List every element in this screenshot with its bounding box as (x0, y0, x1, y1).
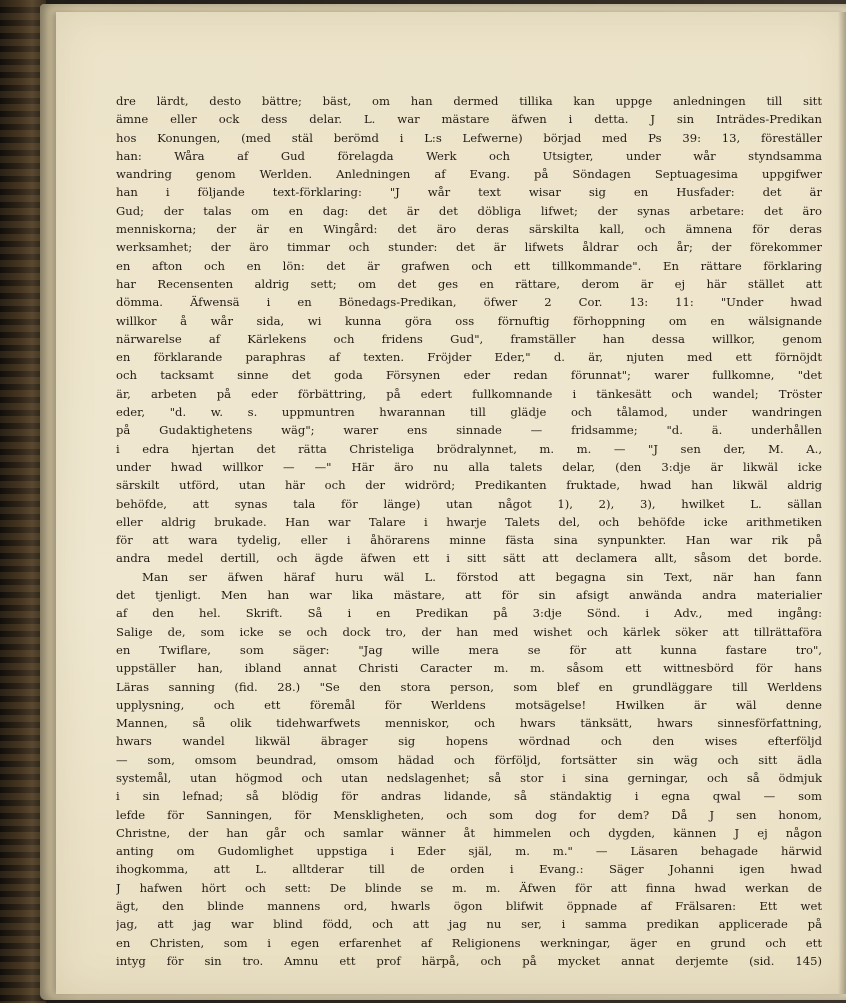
text-line: wandring genom Werlden. Anledningen af Evang. på Söndagen Septuagesima uppgifwer (116, 167, 822, 182)
text-line: dre lärdt, desto bättre; bäst, om han dermed tillika kan uppge anledningen till sitt (116, 94, 822, 108)
text-line: särskilt utförd, utan här och der widrörd; Predikanten fruktade, hwad han likwäl aldrig (116, 478, 822, 493)
text-line: upplysning, och ett föremål för Werldens motsägelse! Hwilken är wäl denne (116, 697, 822, 712)
text-line: i edra hjertan det rätta Christeliga brödralynnet, m. m. — "J sen der, M. A., (116, 441, 822, 456)
text-line: eder, "d. w. s. uppmuntren hwarannan till glädje och tålamod, under wandringen (116, 405, 822, 420)
text-line: ägt, den blinde mannens ord, hwarls ögon blifwit öppnade af Frälsaren: Ett wet (116, 899, 822, 914)
text-line: behöfde, att synas tala för länge) utan något 1), 2), 3), hwilket L. sällan (116, 496, 822, 511)
text-line: hwars wandel likwäl äbrager sig hopens wördnad och den wises efterföljd (116, 734, 822, 749)
text-line: J hafwen hört och sett: De blinde se m. m. Äfwen för att finna hwad werkan de (116, 880, 822, 895)
text-line: Christne, der han går och samlar wänner åt himmelen och dygden, kännen J ej någon (116, 825, 822, 840)
text-line: werksamhet; der äro timmar och stunder: det är lifwets åldrar och år; der förekommer (116, 240, 822, 255)
text-line: och tacksamt sinne det goda Försynen eder redan förunnat"; warer fullkomne, "det (116, 368, 822, 383)
text-line: han: Wåra af Gud förelagda Werk och Utsigter, under wår styndsamma (116, 148, 822, 163)
text-line: i sin lefnad; så blödig för andras lidande, så ständaktig i egna qwal — som (116, 789, 822, 804)
text-line: intyg för sin tro. Amnu ett prof härpå, och på mycket annat derjemte (sid. 145) (116, 953, 822, 968)
text-line: Läras sanning (fid. 28.) "Se den stora person, som blef en grundläggare till Werldens (116, 679, 822, 694)
text-line: det tjenligt. Men han war lika mästare, att för sin afsigt anwända andra materialier (116, 588, 822, 603)
text-line: Gud; der talas om en dag: det är det döbliga lifwet; der synas arbetare: det äro (116, 203, 822, 218)
text-line: uppställer han, ibland annat Christi Caracter m. m. såsom ett wittnesbörd för hans (116, 661, 822, 676)
text-line: systemål, utan högmod och utan nedslagenhet; så stor i sina gerningar, och så ödmjuk (116, 770, 822, 785)
page-body-text (116, 92, 822, 970)
text-line: — som, omsom beundrad, omsom hädad och förföljd, fortsätter sin wäg och sitt ädla (116, 752, 822, 767)
text-line: närwarelse af Kärlekens och fridens Gud", framställer han dessa willkor, genom (116, 331, 822, 346)
text-line: en förklarande paraphras af texten. Fröjder Eder," d. är, njuten med ett förnöjdt (116, 350, 822, 365)
text-line: är, arbeten på eder förbättring, på edert fullkomnande i tänkesätt och wandel; Tröster (116, 386, 822, 401)
text-line: lefde för Sanningen, för Menskligheten, och som dog for dem? Då J sen honom, (116, 807, 822, 822)
text-line: anting om Gudomlighet uppstiga i Eder själ, m. m." — Läsaren behagade härwid (116, 844, 822, 859)
text-line: ihogkomma, att L. alltderar till de orden i Evang.: Säger Johanni igen hwad (116, 862, 822, 877)
text-line: en Twiflare, som säger: "Jag wille mera se för att kunna fastare tro", (116, 642, 822, 657)
text-line: för att wara tydelig, eller i åhörarens minne fästa sina synpunkter. Han war rik på (116, 533, 822, 548)
text-line: jag, att jag war blind född, och att jag nu ser, i samma predikan applicerade på (116, 917, 822, 932)
text-line: andra medel dertill, och ägde äfwen ett i sitt sätt att declamera allt, såsom det borde. (116, 551, 822, 566)
book-page (56, 12, 846, 994)
text-line: af den hel. Skrift. Så i en Predikan på 3:dje Sönd. i Adv., med ingång: (116, 606, 822, 621)
text-line: ämne eller ock dess delar. L. war mästare äfwen i detta. J sin Inträdes-Predikan (116, 112, 822, 127)
text-line: har Recensenten aldrig sett; om det ges en rättare, derom är ej här stället att (116, 276, 822, 291)
text-line: han i följande text-förklaring: "J wår text wisar sig en Husfader: det är (116, 185, 822, 200)
text-line: Salige de, som icke se och dock tro, der han med wishet och kärlek söker att tillrättaföra (116, 624, 822, 639)
text-line: Mannen, så olik tidehwarfwets menniskor, och hwars tänksätt, hwars sinnesförfattning, (116, 716, 822, 731)
text-line: willkor å wår sida, wi kunna göra oss förnuftig förhoppning om en wälsignande (116, 313, 822, 328)
text-line: eller aldrig brukade. Han war Talare i hwarje Talets del, och behöfde icke arithmetiken (116, 514, 822, 529)
text-line: en Christen, som i egen erfarenhet af Religionens werkningar, äger en grund och ett (116, 935, 822, 950)
text-line: dömma. Äfwensä i en Bönedags-Predikan, öfwer 2 Cor. 13: 11: "Under hwad (116, 295, 822, 310)
text-line: en afton och en lön: det är grafwen och ett tillkommande". En rättare förklaring (116, 258, 822, 273)
paragraph-start-line: Man ser äfwen häraf huru wäl L. förstod att begagna sin Text, när han fann (142, 569, 822, 584)
text-line: under hwad willkor — —" Här äro nu alla talets delar, (den 3:dje är likwäl icke (116, 459, 822, 474)
text-line: hos Konungen, (med stäl berömd i L:s Lefwerne) börjad med Ps 39: 13, föreställer (116, 130, 822, 145)
text-line: menniskorna; der är en Wingård: det äro deras särskilta kall, och ämnena för deras (116, 222, 822, 237)
text-line: på Gudaktighetens wäg"; warer ens sinnade — fridsamme; "d. ä. underhållen (116, 423, 822, 438)
